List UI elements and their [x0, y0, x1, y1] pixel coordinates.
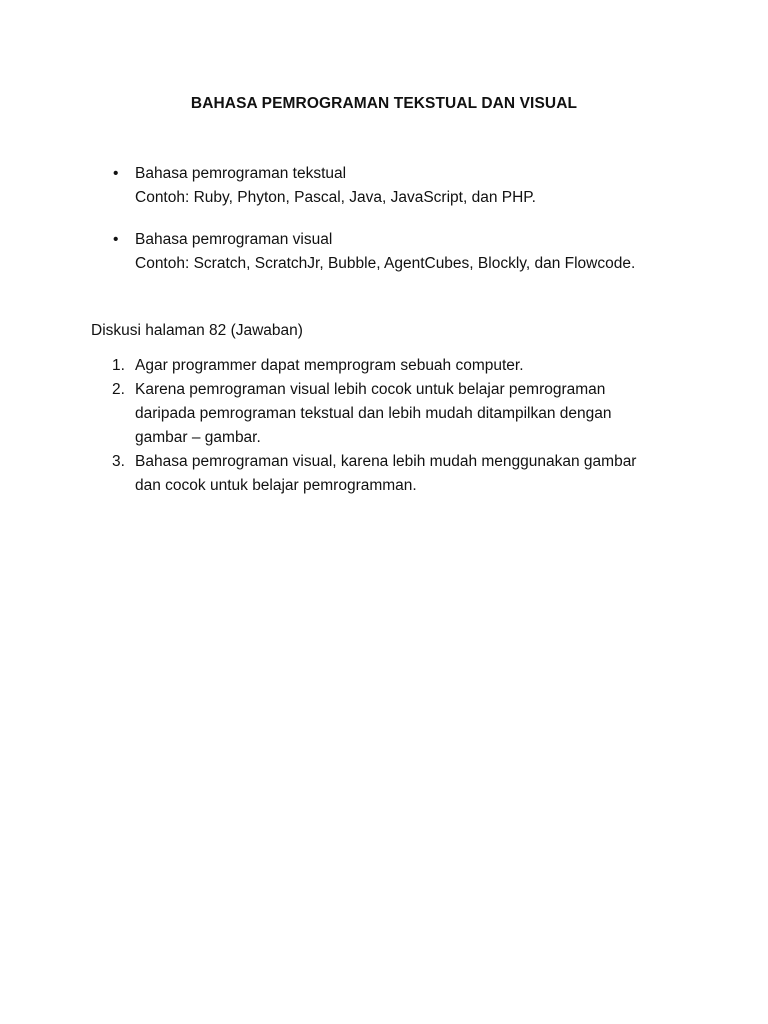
bullet-heading-textual: Bahasa pemrograman tekstual — [135, 165, 347, 182]
answer-line: Karena pemrograman visual lebih cocok untuk belajar pemrograman — [135, 381, 606, 398]
answer-line: daripada pemrograman tekstual dan lebih mudah ditampilkan dengan — [135, 405, 612, 422]
bullet-marker: • — [113, 231, 119, 248]
document-title: BAHASA PEMROGRAMAN TEKSTUAL DAN VISUAL — [190, 95, 578, 112]
bullet-example-visual: Contoh: Scratch, ScratchJr, Bubble, AgentCubes, Blockly, dan Flowcode. — [135, 255, 636, 272]
answer-line: Agar programmer dapat memprogram sebuah computer. — [135, 357, 524, 374]
bullet-heading-visual: Bahasa pemrograman visual — [135, 231, 333, 248]
answer-number: 1. — [112, 357, 125, 374]
answer-number: 2. — [112, 381, 125, 398]
answer-line: gambar – gambar. — [135, 429, 261, 446]
bullet-marker: • — [113, 165, 119, 182]
answer-number: 3. — [112, 453, 125, 470]
answer-line: Bahasa pemrograman visual, karena lebih mudah menggunakan gambar — [135, 453, 637, 470]
answer-line: dan cocok untuk belajar pemrogramman. — [135, 477, 417, 494]
bullet-example-textual: Contoh: Ruby, Phyton, Pascal, Java, JavaScript, dan PHP. — [135, 189, 536, 206]
discussion-heading: Diskusi halaman 82 (Jawaban) — [91, 322, 303, 339]
